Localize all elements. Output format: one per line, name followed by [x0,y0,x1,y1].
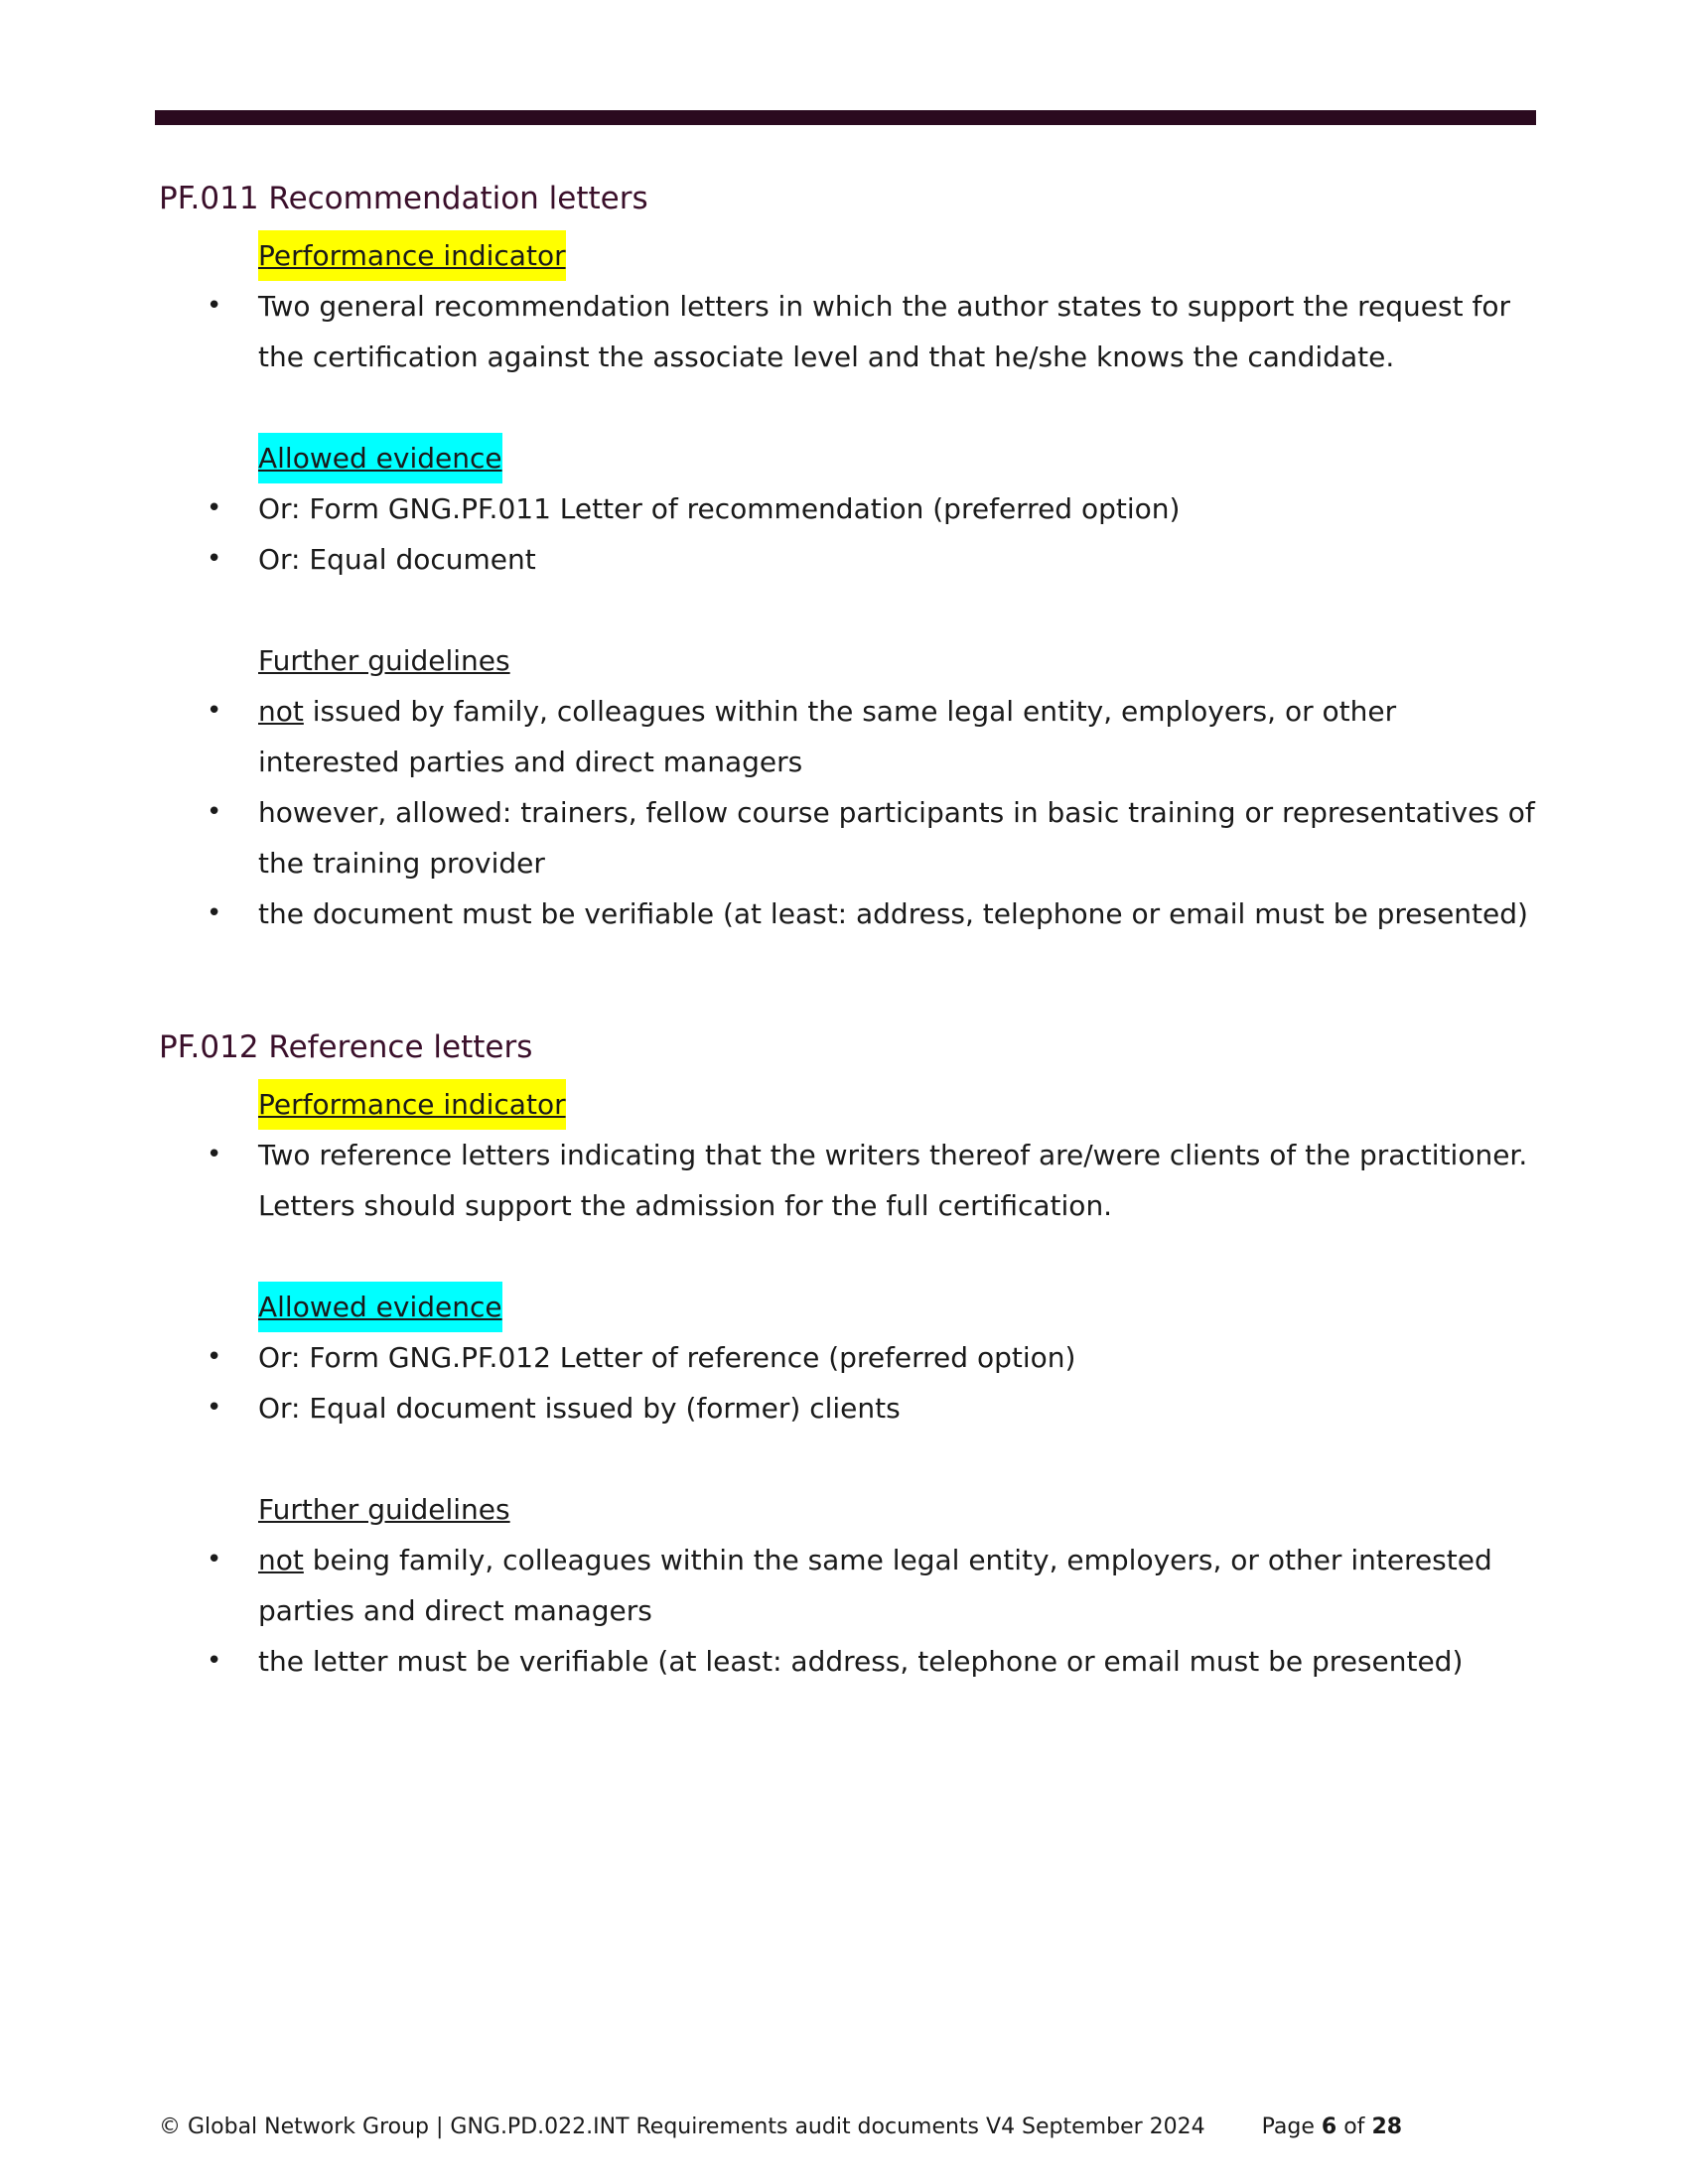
further-guidelines-label: Further guidelines [258,644,510,677]
top-rule [155,110,1536,125]
list-item: • the document must be verifiable (at least: address, telephone or email must be presented) [159,888,1539,939]
section-pf011 [159,179,1539,939]
allowed-evidence-label: Allowed evidence [258,433,502,483]
page-of: of [1343,2115,1365,2139]
performance-list [159,281,1539,382]
allowed-evidence-label: Allowed evidence [258,1282,502,1332]
list-item: • the letter must be verifiable (at least: address, telephone or email must be presented) [159,1636,1539,1687]
list-item: • however, allowed: trainers, fellow course participants in basic training or representatives of the training provider [159,787,1539,888]
list-item: • Two reference letters indicating that the writers thereof are/were clients of the practitioner. Letters should support the admission for the full certification. [159,1130,1539,1231]
page-total: 28 [1371,2115,1403,2139]
list-item-text: being family, colleagues within the same legal entity, employers, or other interested parties and direct managers [258,1544,1492,1627]
further-guidelines-label: Further guidelines [258,1493,510,1526]
page-number [1262,2115,1402,2139]
not-emphasis: not [258,695,304,728]
evidence-list [159,1332,1539,1433]
list-item-text: issued by family, colleagues within the same legal entity, employers, or other interested parties and direct managers [258,695,1397,778]
page-word: Page [1261,2115,1315,2139]
page-current: 6 [1321,2115,1337,2139]
section-title: PF.012 Reference letters [159,1029,533,1065]
section-title: PF.011 Recommendation letters [159,181,648,216]
list-item: • Or: Equal document [159,534,1539,585]
performance-list [159,1130,1539,1231]
guidelines-list [159,1535,1539,1687]
list-item: • Or: Equal document issued by (former) clients [159,1383,1539,1433]
not-emphasis: not [258,1544,304,1576]
evidence-list [159,483,1539,585]
list-item [159,686,1539,787]
footer-text: © Global Network Group | GNG.PD.022.INT Requirements audit documents V4 September 2024 [159,2115,1205,2139]
list-item: • Two general recommendation letters in which the author states to support the request for the certification against the associate level and that he/she knows the candidate. [159,281,1539,382]
list-item [159,1535,1539,1636]
section-pf012 [159,1027,1539,1687]
performance-indicator-label: Performance indicator [258,230,566,281]
performance-indicator-label: Performance indicator [258,1079,566,1130]
guidelines-list [159,686,1539,939]
page-footer [159,2113,1402,2142]
list-item: • Or: Form GNG.PF.011 Letter of recommendation (preferred option) [159,483,1539,534]
list-item: • Or: Form GNG.PF.012 Letter of reference (preferred option) [159,1332,1539,1383]
